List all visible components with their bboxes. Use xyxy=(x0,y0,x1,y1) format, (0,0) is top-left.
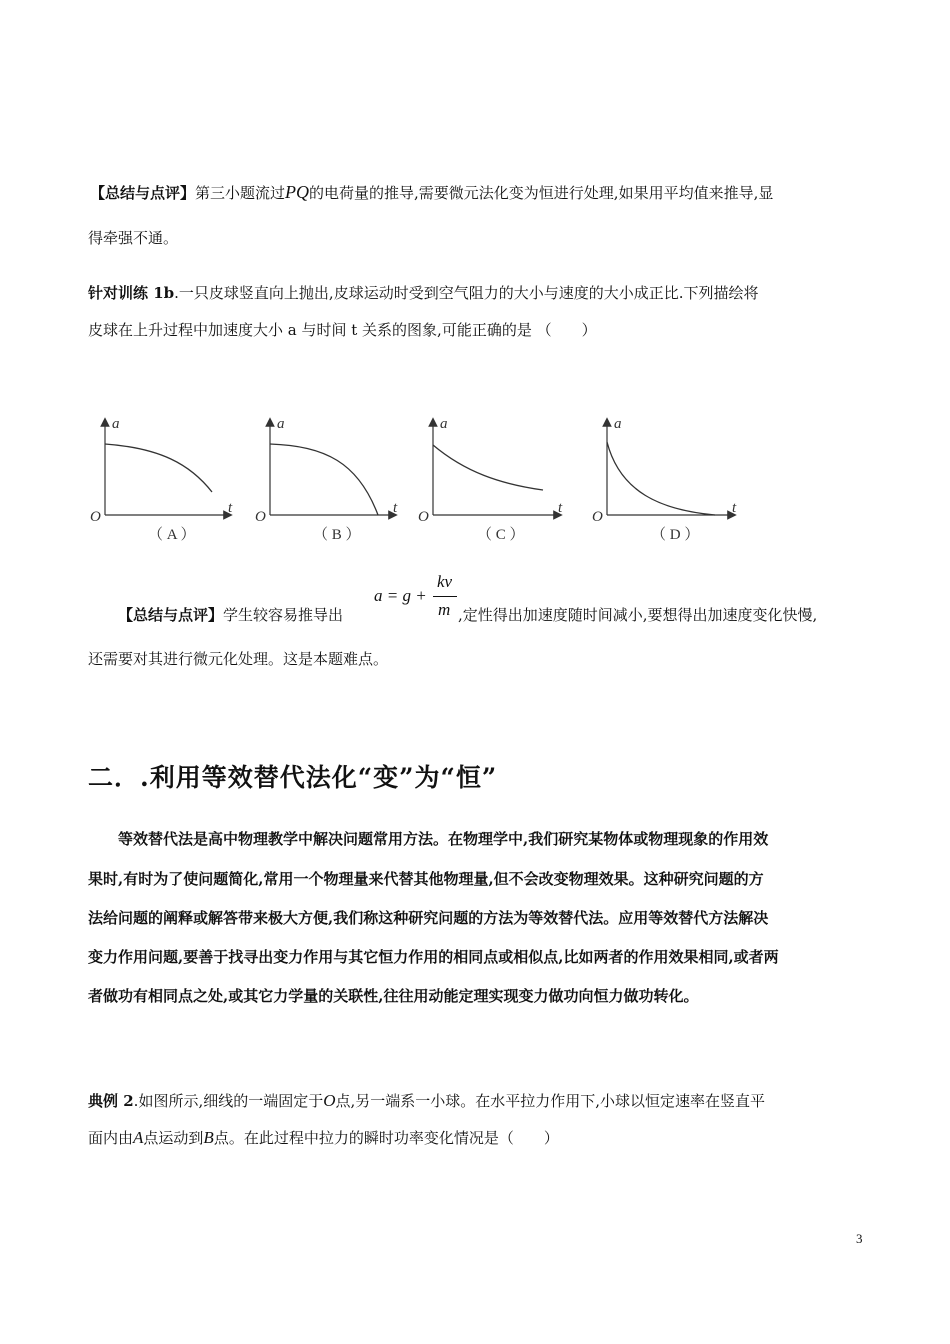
section-line-2: 果时,有时为了使问题简化,常用一个物理量来代替其他物理量,但不会改变物理效果。这种研究问题的方 xyxy=(88,870,764,888)
section-heading: 二．.利用等效替代法化“变”为“恒” xyxy=(88,763,498,792)
example-text: .如图所示,细线的一端固定于 xyxy=(133,1092,324,1110)
axis-y-label: a xyxy=(440,416,448,432)
curve-a xyxy=(105,444,212,492)
example-text: 面内由 xyxy=(88,1129,134,1147)
origin-label: O xyxy=(255,509,266,525)
exercise-tag: 针对训练 1b xyxy=(88,284,175,302)
section-line-3: 法给问题的阐释或解答带来极大方便,我们称这种研究问题的方法为等效替代法。应用等效替代方法解决 xyxy=(88,909,769,927)
graph-caption: （ A ） xyxy=(148,527,196,543)
section-line-4: 变力作用问题,要善于找寻出变力作用与其它恒力作用的相同点或相似点,比如两者的作用效果相同,或者两 xyxy=(88,948,779,966)
axis-y-label: a xyxy=(614,416,622,432)
example-tag: 典例 2 xyxy=(88,1092,134,1110)
example-line-1 xyxy=(88,1091,765,1111)
summary-2-line-1-start xyxy=(118,605,343,625)
axis-x-label: t xyxy=(393,500,398,516)
formula-lhs: a = g + xyxy=(374,586,427,605)
exercise-line-2: 皮球在上升过程中加速度大小 a 与时间 t 关系的图象,可能正确的是 （ ） xyxy=(88,321,597,339)
fraction-bar xyxy=(433,596,457,597)
formula-numerator: kv xyxy=(437,572,453,591)
var-b: B xyxy=(203,1128,214,1147)
example-text: 点。在此过程中拉力的瞬时功率变化情况是（ ） xyxy=(213,1129,559,1147)
axis-y-label: a xyxy=(112,416,120,432)
graph-a xyxy=(90,416,233,543)
section-line-1: 等效替代法是高中物理教学中解决问题常用方法。在物理学中,我们研究某物体或物理现象的作用效 xyxy=(118,830,769,848)
summary-2-line-1-end: ,定性得出加速度随时间减小,要想得出加速度变化快慢, xyxy=(458,606,818,624)
axis-x-label: t xyxy=(732,500,737,516)
var-a: A xyxy=(133,1128,144,1147)
graph-b xyxy=(255,416,398,543)
summary-tag: 【总结与点评】 xyxy=(90,184,196,202)
origin-label: O xyxy=(90,509,101,525)
graph-c xyxy=(418,416,563,543)
origin-label: O xyxy=(418,509,429,525)
summary-2-line-2: 还需要对其进行微元化处理。这是本题难点。 xyxy=(88,650,389,668)
graphs-figure xyxy=(80,412,760,552)
example-text: 点运动到 xyxy=(143,1129,204,1147)
exercise-text: .一只皮球竖直向上抛出,皮球运动时受到空气阻力的大小与速度的大小成正比.下列描绘将 xyxy=(174,284,759,302)
axis-x-label: t xyxy=(558,500,563,516)
graph-caption: （ B ） xyxy=(313,527,361,543)
page-number: 3 xyxy=(856,1231,863,1246)
var-o: O xyxy=(323,1091,336,1110)
graph-d xyxy=(592,416,737,543)
curve-c xyxy=(433,445,543,490)
summary-text: 学生较容易推导出 xyxy=(223,606,344,624)
section-line-5: 者做功有相同点之处,或其它力学量的关联性,往往用动能定理实现变力做功向恒力做功转化。 xyxy=(88,987,699,1005)
summary-text: 的电荷量的推导,需要微元法化变为恒进行处理,如果用平均值来推导,显 xyxy=(309,184,774,202)
example-line-2 xyxy=(88,1128,559,1148)
curve-d xyxy=(607,442,715,515)
example-text: 点,另一端系一小球。在水平拉力作用下,小球以恒定速率在竖直平 xyxy=(335,1092,766,1110)
exercise-line-1 xyxy=(88,283,758,303)
summary-1-line-2: 得牵强不通。 xyxy=(88,229,179,247)
summary-1-line-1 xyxy=(90,182,773,203)
graph-caption: （ C ） xyxy=(477,527,525,543)
graph-caption: （ D ） xyxy=(651,527,700,543)
formula-denominator: m xyxy=(438,600,451,619)
origin-label: O xyxy=(592,509,603,525)
curve-b xyxy=(270,444,378,515)
summary-text: 第三小题流过 xyxy=(195,184,286,202)
math-pq: PQ xyxy=(285,182,310,202)
axis-x-label: t xyxy=(228,500,233,516)
summary-tag: 【总结与点评】 xyxy=(118,606,224,624)
axis-y-label: a xyxy=(277,416,285,432)
